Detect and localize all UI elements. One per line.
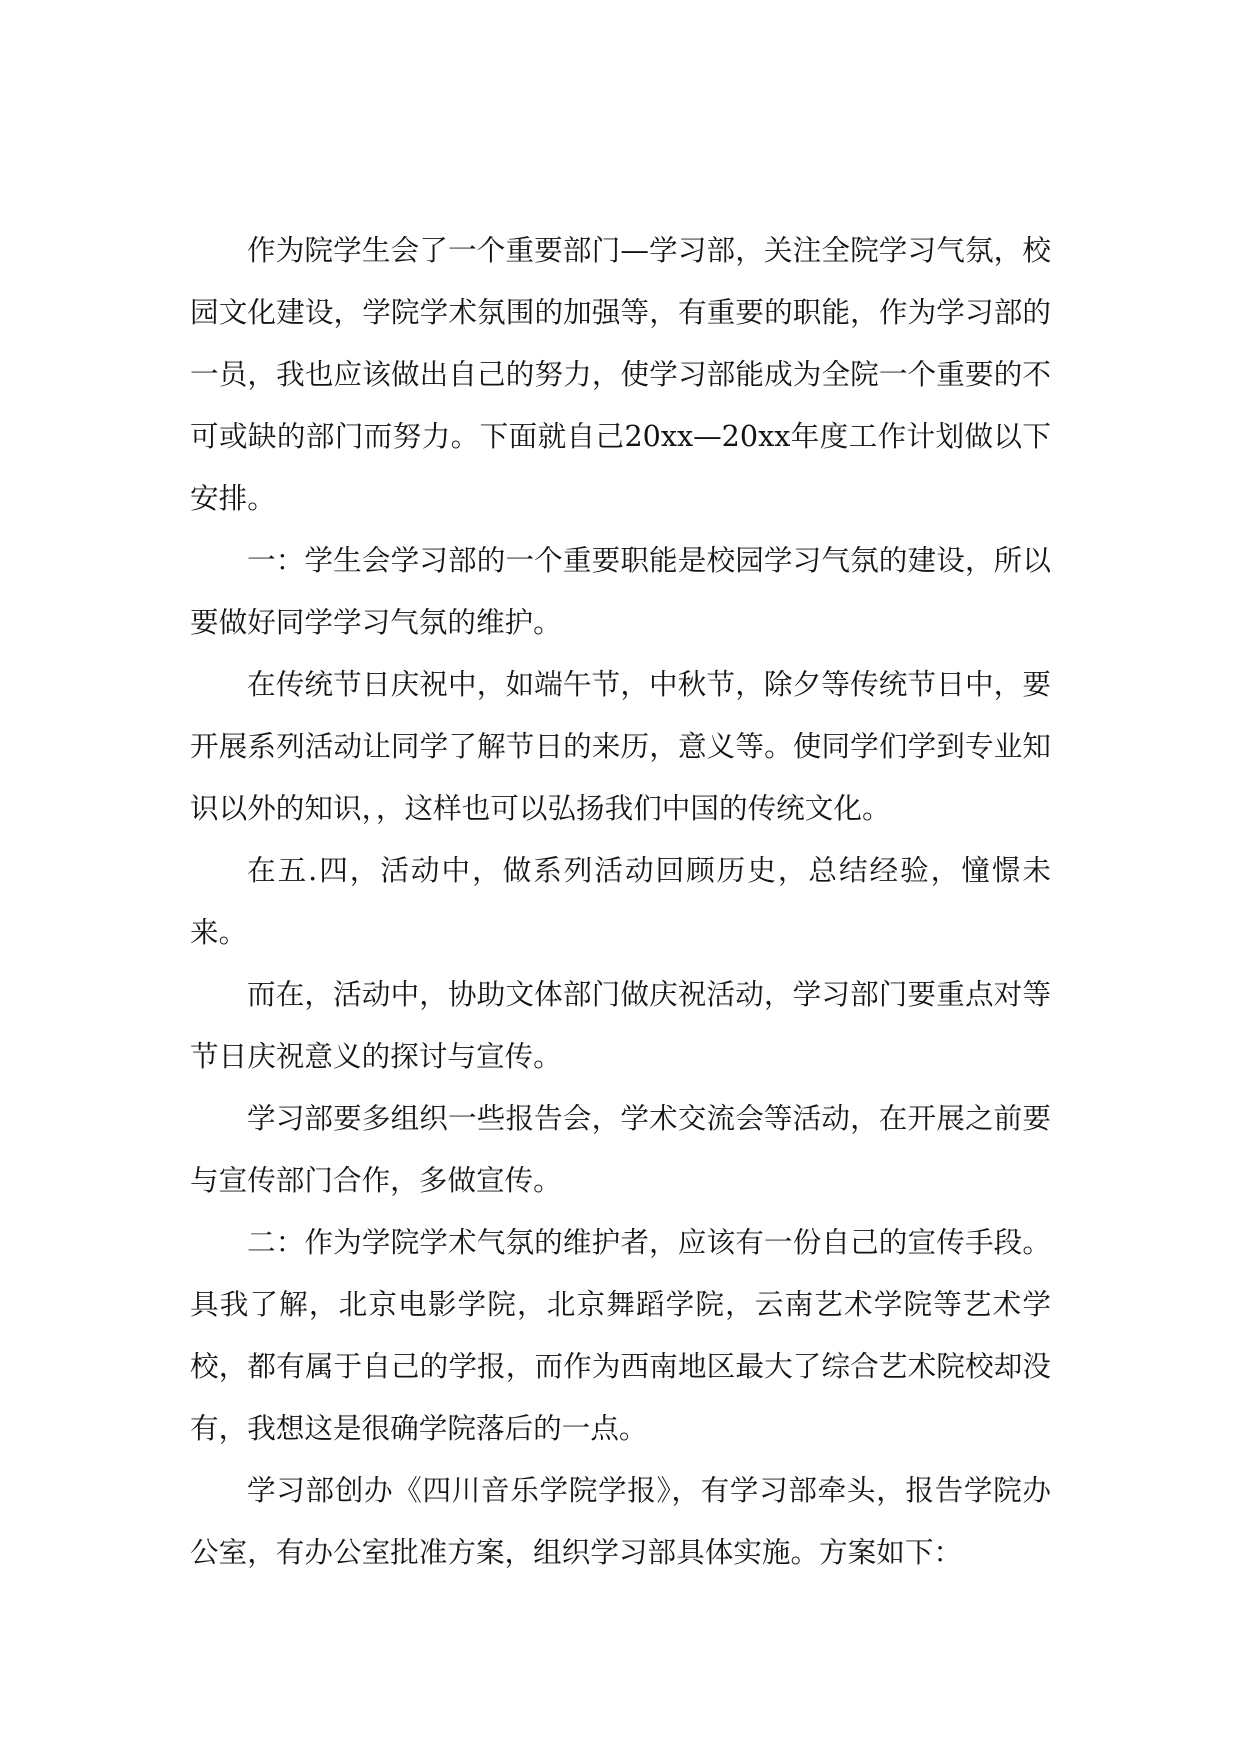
- paragraph-may-fourth: 在五.四，活动中，做系列活动回顾历史，总结经验，憧憬未来。: [190, 853, 1051, 949]
- paragraph-lectures: 学习部要多组织一些报告会，学术交流会等活动，在开展之前要与宣传部门合作，多做宣传。: [190, 1101, 1051, 1197]
- paragraph-point-one: 一：学生会学习部的一个重要职能是校园学习气氛的建设，所以要做好同学学习气氛的维护。: [190, 543, 1051, 639]
- paragraph-traditional-festivals: 在传统节日庆祝中，如端午节，中秋节，除夕等传统节日中，要开展系列活动让同学了解节日的来历，意义等。使同学们学到专业知识以外的知识，，这样也可以弘扬我们中国的传统文化。: [190, 667, 1051, 825]
- paragraph-point-two: 二：作为学院学术气氛的维护者，应该有一份自己的宣传手段。具我了解，北京电影学院，北京舞蹈学院，云南艺术学院等艺术学校，都有属于自己的学报，而作为西南地区最大了综合艺术院校却没有，我想这是很确学院落后的一点。: [190, 1225, 1051, 1445]
- paragraph-intro: 作为院学生会了一个重要部门—学习部，关注全院学习气氛，校园文化建设，学院学术氛围的加强等，有重要的职能，作为学习部的一员，我也应该做出自己的努力，使学习部能成为全院一个重要的不可或缺的部门而努力。下面就自己20xx—20xx年度工作计划做以下安排。: [190, 233, 1051, 515]
- document-body: [190, 219, 1051, 1583]
- paragraph-journal-plan: 学习部创办《四川音乐学院学报》，有学习部牵头，报告学院办公室，有办公室批准方案，组织学习部具体实施。方案如下：: [190, 1473, 1051, 1569]
- paragraph-assist-celebration: 而在，活动中，协助文体部门做庆祝活动，学习部门要重点对等节日庆祝意义的探讨与宣传。: [190, 977, 1051, 1073]
